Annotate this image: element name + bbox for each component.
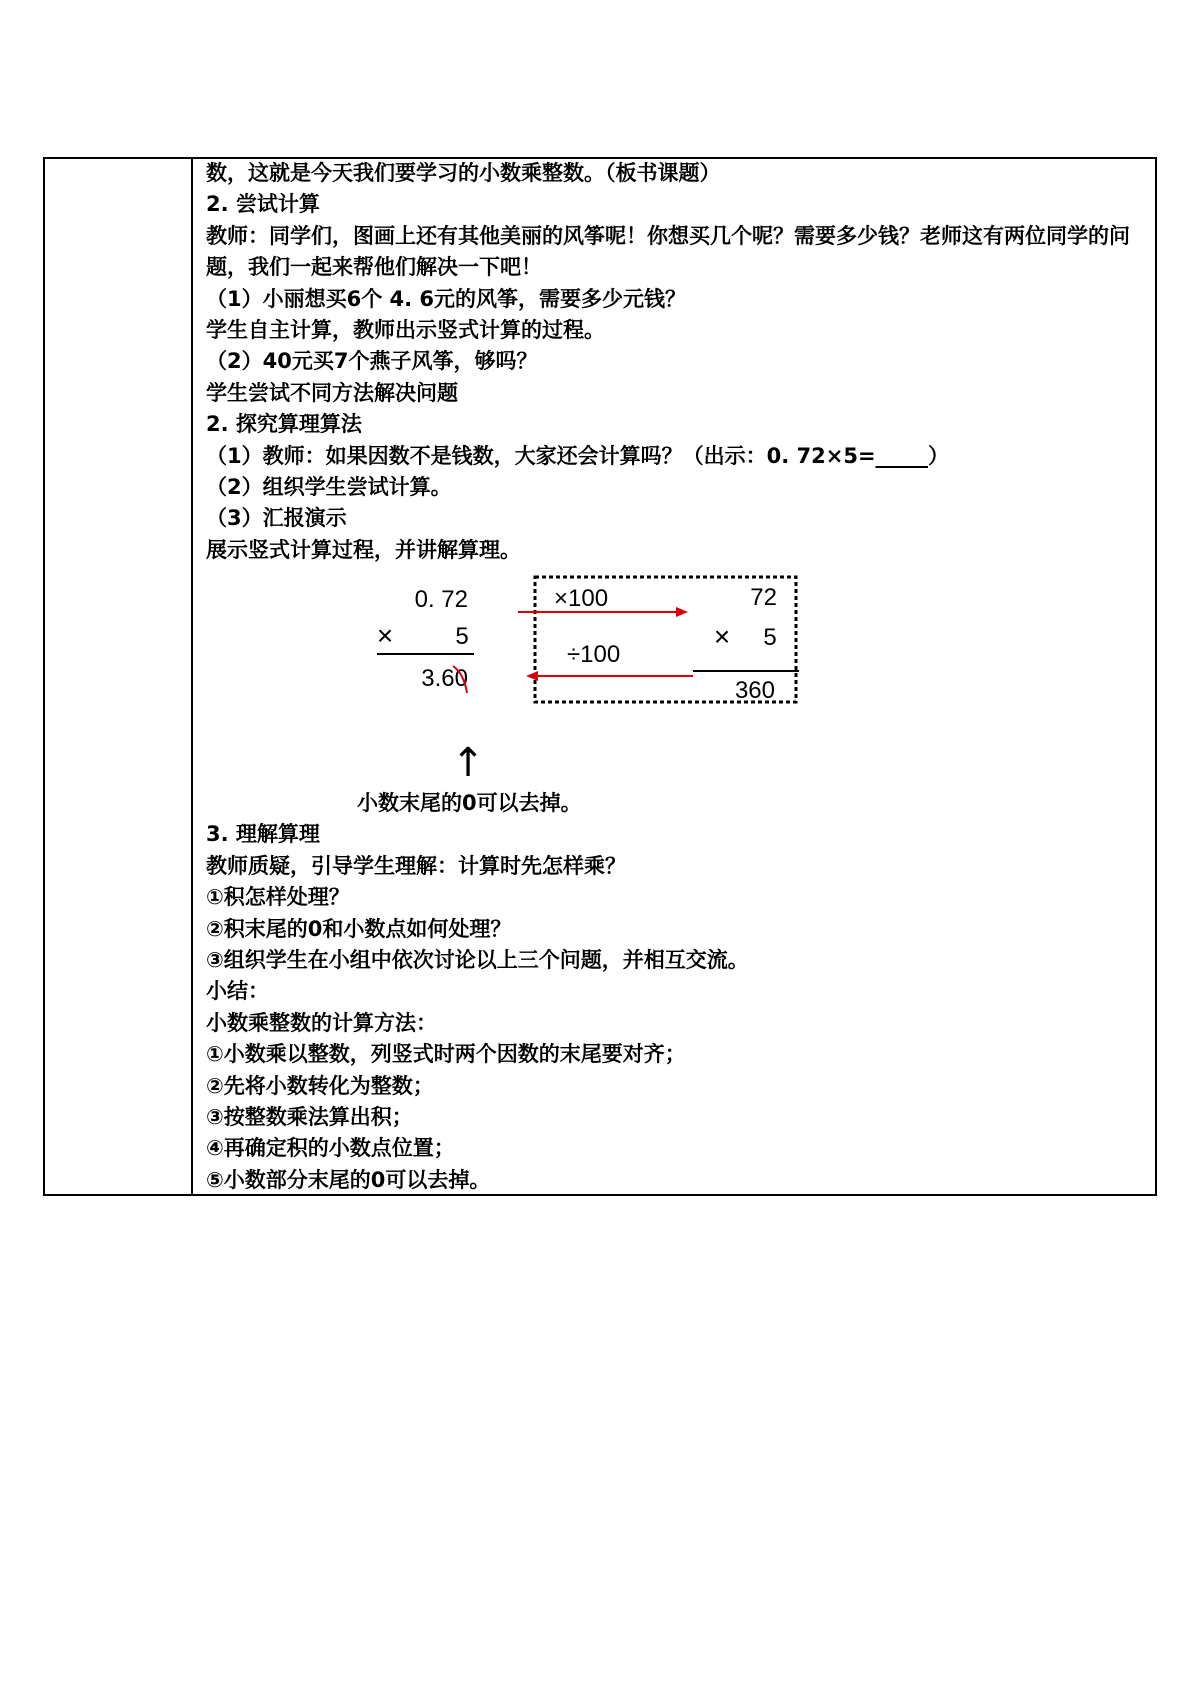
- integer-product: 360: [734, 677, 775, 705]
- integer-times-sign: ×: [713, 621, 731, 653]
- list-item: ③组织学生在小组中依次讨论以上三个问题，并相互交流。: [206, 948, 749, 973]
- section-heading: 3. 理解算理: [206, 822, 320, 847]
- right-arrowhead-icon: [676, 607, 688, 617]
- left-arrowhead-icon: [526, 671, 538, 681]
- integer-multiplier: 5: [763, 624, 777, 652]
- conversion-arrows: [518, 585, 693, 681]
- decimal-multiplier: 5: [455, 623, 469, 651]
- list-item: ①小数乘以整数，列竖式时两个因数的末尾要对齐；: [206, 1042, 686, 1067]
- text-line: 教师：同学们，图画上还有其他美丽的风筝呢！你想买几个呢？需要多少钱？老师这有两位同学的问: [206, 223, 1130, 248]
- list-item: ①积怎样处理？: [206, 885, 350, 910]
- decimal-times-sign: ×: [376, 620, 394, 652]
- list-item: ④再确定积的小数点位置；: [206, 1136, 455, 1161]
- text-line: 题，我们一起来帮他们解决一下吧！: [206, 255, 542, 280]
- text-line: 学生尝试不同方法解决问题: [206, 380, 458, 405]
- section-heading: 2. 尝试计算: [206, 192, 320, 217]
- text-line: （3）汇报演示: [206, 506, 347, 531]
- scale-up-label: ×100: [554, 585, 609, 613]
- text-line: （1）教师：如果因数不是钱数，大家还会计算吗？（出示：0. 72×5=_____）: [206, 443, 950, 468]
- text-line: 数，这就是今天我们要学习的小数乘整数。（板书课题）: [206, 161, 721, 185]
- scale-down-label: ÷100: [567, 641, 621, 669]
- text-line: 小数乘整数的计算方法：: [206, 1010, 437, 1035]
- up-arrow-icon: ↑: [451, 740, 485, 787]
- vertical-multiplication-diagram: [340, 566, 820, 788]
- decimal-multiplicand: 0. 72: [414, 586, 468, 614]
- decimal-calculation: [377, 586, 474, 693]
- diagram-caption: 小数末尾的0可以去掉。: [357, 791, 582, 816]
- list-item: ③按整数乘法算出积；: [206, 1104, 413, 1129]
- content-cell: [206, 158, 1151, 1196]
- integer-calculation: [693, 584, 799, 704]
- list-item: ②积末尾的0和小数点如何处理？: [206, 916, 512, 941]
- text-line: 展示竖式计算过程，并讲解算理。: [206, 537, 521, 562]
- diagram-block: [206, 566, 1151, 788]
- list-item: ⑤小数部分末尾的0可以去掉。: [206, 1167, 491, 1192]
- text-line: （2）组织学生尝试计算。: [206, 474, 452, 499]
- summary-heading: 小结：: [206, 979, 269, 1004]
- section-heading: 2. 探究算理算法: [206, 412, 362, 437]
- integer-multiplicand: 72: [750, 584, 777, 612]
- decimal-product: 3.60: [421, 665, 468, 693]
- text-line: （1）小丽想买6个 4. 6元的风筝，需要多少元钱？: [206, 286, 687, 311]
- text-line: （2）40元买7个燕子风筝，够吗？: [206, 349, 538, 374]
- left-cell: [45, 159, 193, 1194]
- list-item: ②先将小数转化为整数；: [206, 1073, 434, 1098]
- text-line: 教师质疑，引导学生理解：计算时先怎样乘？: [206, 853, 626, 878]
- text-line: 学生自主计算，教师出示竖式计算的过程。: [206, 317, 605, 342]
